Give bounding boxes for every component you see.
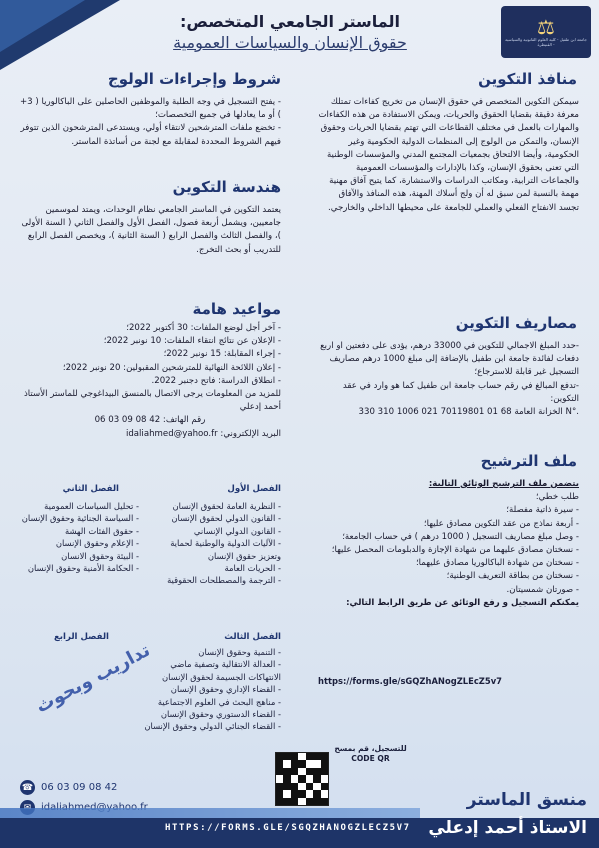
- course-item: - مناهج البحث في العلوم الاجتماعية: [157, 696, 281, 707]
- page-title: الماستر الجامعي المتخصص:: [179, 12, 400, 31]
- semester-1-title: الفصل الأول: [227, 484, 281, 494]
- masarif-account: الخزانة العامة 68 01 70119801 021 1006 310 330 N°.: [358, 407, 579, 418]
- malaf-item: - نسختان من بطاقة التعريف الوطنية؛: [446, 571, 579, 582]
- course-item: - القضاء الإداري وحقوق الإنسان: [170, 684, 281, 695]
- mawaid-more-info: للمزيد من المعلومات يرجى الاتصال بالمنسق البيداغوجي للماستر الأستاذ أحمد إدعلي: [23, 389, 281, 413]
- shurut-item: - تخضع ملفات المترشحين لانتقاء أولي، ويستدعى المترشحون الذين تتوفر فيهم الشروط المحددة لمقابلة مع لجنة من أساتذة الماستر.: [20, 123, 281, 147]
- mawaid-item: - آخر أجل لوضع الملفات: 30 أكتوبر 2022؛: [126, 323, 281, 333]
- mawaid-email: البريد الإلكتروني: idaliahmed@yahoo.fr: [125, 428, 281, 439]
- semester-4-title: الفصل الرابع: [53, 632, 109, 642]
- malaf-item: طلب خطي؛: [535, 492, 579, 503]
- coordinator-role: منسق الماستر: [466, 790, 587, 810]
- footer-url[interactable]: HTTPS://FORMS.GLE/SGQZHANOGZLECZ5V7: [165, 823, 411, 833]
- course-item: - تحليل السياسات العمومية: [44, 501, 139, 511]
- corner-decoration-light: [0, 0, 85, 52]
- logo-text: جامعة ابن طفيل - كلية العلوم القانونية والسياسية - القنيطرة: [505, 37, 587, 47]
- footer-phone: [20, 780, 117, 795]
- mawaid-item: - انطلاق الدراسة: فاتح دجنبر 2022.: [151, 375, 281, 386]
- mawaid-title: مواعيد هامة: [192, 300, 281, 318]
- semester-2-list: [14, 500, 139, 574]
- course-item: - الترجمة والمصطلحات الحقوقية: [167, 575, 281, 586]
- malaf-item: - صورتان شمسيتان.: [506, 584, 579, 595]
- university-logo: [501, 6, 591, 58]
- mawaid-item: - الإعلان عن نتائج انتقاء الملفات: 10 نونبر 2022؛: [103, 336, 281, 347]
- malaf-section: [317, 478, 579, 610]
- malaf-item: - سيرة ذاتية مفصلة؛: [506, 505, 579, 516]
- malaf-item: - نسختان مصادق عليهما من شهادة الإجازة والدبلومات المحصل عليها؛: [331, 545, 579, 556]
- phone-icon: ☎: [20, 780, 35, 795]
- course-item: - الآليات الدولية والوطنية لحماية وتعزيز حقوق الإنسان: [170, 538, 281, 561]
- masarif-item-1: -حدد المبلغ الاجمالي للتكوين في 33000 درهم، يؤدى على دفعتين او اربع دفعات لفائدة جامعة ابن طفيل بالإضافة إلى مبلغ 1000 درهم مصاريف التسجيل غير قابلة للاسترجاع؛: [320, 341, 579, 378]
- malaf-item: - نسختان من شهادة الباكالوريا مصادق عليهما؛: [415, 558, 579, 569]
- qr-code[interactable]: [275, 752, 329, 806]
- semester-3-title: الفصل الثالث: [224, 632, 281, 642]
- mawaid-item: - إعلان اللائحة النهائية للمترشحين المقبولين: 20 نونبر 2022؛: [62, 362, 281, 373]
- course-item: - البيئة وحقوق الانسان: [61, 550, 139, 561]
- semester-1-list: [146, 500, 281, 587]
- page-subtitle: حقوق الإنسان والسياسات العمومية: [173, 33, 407, 52]
- course-item: - النظرية العامة لحقوق الإنسان: [172, 501, 281, 511]
- malaf-item: - وصل مبلغ مصاريف التسجيل ( 1000 درهم ) في حساب الجامعة؛: [342, 531, 579, 542]
- coordinator-name: الاستاذ أحمد إدعلي: [428, 818, 587, 838]
- handasa-text: يعتمد التكوين في الماستر الجامعي نظام الوحدات، ويمتد لموسمين جامعيين، ويشمل أربعة فصول، الفصل الأول والفصل الثاني ( السنة الأولى )، والفصل الثالث والفصل الرابع ( السنة الثانية )، ويخصص الفصل الرابع للتدريب أو بحث التخرج.: [21, 205, 281, 255]
- course-item: - العدالة الانتقالية وتصفية ماضي الانتهاكات الجسيمة لحقوق الإنسان: [161, 659, 281, 682]
- course-item: - القانون الدولي لحقوق الإنسان: [171, 513, 281, 524]
- course-item: - القانون الدولي الإنساني: [193, 525, 281, 536]
- mawaid-section: [19, 322, 281, 441]
- shurut-title: شروط وإجراءات الولوج: [107, 70, 281, 88]
- masarif-title: مصاريف التكوين: [455, 314, 577, 332]
- tadarib-label: تداريب وبحوث: [32, 639, 154, 718]
- course-item: - الحريات العامة: [224, 563, 281, 574]
- course-item: - القضاء الجنائي الدولي وحقوق الإنسان: [144, 721, 281, 732]
- malaf-online-note: يمكنكم التسجيل و رفع الوثائق عن طريق الرابط التالي:: [346, 597, 579, 608]
- registration-link[interactable]: https://forms.gle/sGQZhANogZLEcZ5v7: [318, 676, 502, 686]
- malaf-item: - أربعة نماذج من عقد التكوين مصادق عليها؛: [423, 518, 579, 529]
- scales-icon: ⚖: [537, 15, 555, 39]
- malaf-intro: يتضمن ملف الترشيح الوثائق التالية:: [428, 479, 579, 489]
- masarif-text: [317, 340, 579, 419]
- shurut-text: [19, 96, 281, 149]
- course-item: - الإعلام وحقوق الإنسان: [55, 538, 139, 549]
- semester-3-list: [141, 646, 281, 733]
- manafidh-text: سيمكن التكوين المتخصص في حقوق الإنسان من تخريج كفاءات تمتلك معرفة دقيقة بقضايا الحقوق والحريات، ويمكن الاستفادة من هذه الكفاءات والمهارات بالعمل في مختلف القطاعات التي تهتم بقضايا الحريات وحقوق الإنسان، والتمكن من الولوج إلى المنظمات الدولية الحكومية وغير الحكومية، وأيضا الالتحاق بجمعيات المجتمع المدني والمؤسسات الوطنية التي تعنى بحقوق الإنسان، وكذا بالإدارات والمؤسسات العمومية والجماعات الترابية، ومكاتب الدراسات والاستشارة، كما يتيح آفاق مهنية مهمة بالنسبة لمن سبق له أن ولج أسلاك المهنة، هذه المنافذ والآفاق تجسد الانفتاح الفعلي والعملي للجامعة على محيطها الداخلي والخارجي.: [318, 97, 579, 213]
- shurut-item: - يفتح التسجيل في وجه الطلبة والموظفين الحاصلين على الباكالوريا ( 3+ ) أو ما يعادلها في جميع التخصصات؛: [19, 97, 281, 121]
- course-item: - التنمية وحقوق الإنسان: [198, 647, 281, 657]
- course-item: - القضاء الدستوري وحقوق الإنسان: [160, 709, 281, 720]
- footer-phone-text: 06 03 09 08 42: [41, 782, 118, 793]
- course-item: - الحكامة الأمنية وحقوق الإنسان: [27, 563, 139, 574]
- mawaid-phone: رقم الهاتف: 42 08 09 03 06: [94, 415, 206, 426]
- manafidh-title: منافذ التكوين: [478, 70, 577, 88]
- masarif-item-2: -تدفع المبالغ في رقم حساب جامعة ابن طفيل كما هو وارد في عقد التكوين:: [342, 380, 579, 404]
- handasa-title: هندسة التكوين: [172, 178, 281, 196]
- course-item: - حقوق الفئات الهشة: [64, 525, 139, 536]
- mawaid-item: - إجراء المقابلة: 15 نونبر 2022؛: [163, 349, 281, 360]
- qr-label: للتسجيل، قم بمسح CODE QR: [334, 744, 407, 763]
- semester-2-title: الفصل الثاني: [62, 484, 119, 494]
- malaf-title: ملف الترشيح: [480, 452, 577, 470]
- course-item: - السياسة الجنائية وحقوق الإنسان: [21, 513, 139, 524]
